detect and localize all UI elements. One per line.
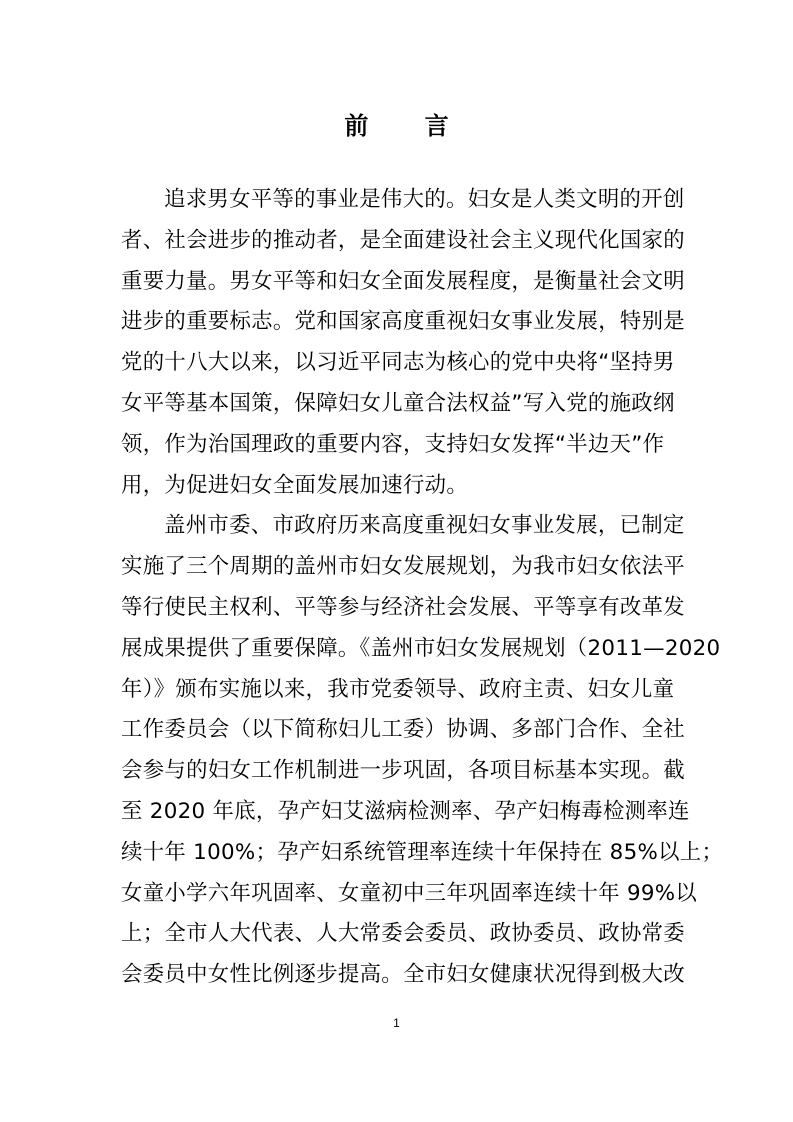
- text-line: 女平等基本国策，保障妇女儿童合法权益”写入党的施政纲: [121, 390, 675, 416]
- text-line: 会委员中女性比例逐步提高。全市妇女健康状况得到极大改: [121, 962, 685, 988]
- text-line: 用，为促进妇女全面发展加速行动。: [121, 472, 469, 498]
- text-line: 会参与的妇女工作机制进一步巩固，各项目标基本实现。截: [121, 758, 685, 784]
- text-line: 工作委员会（以下简称妇儿工委）协调、多部门合作、全社: [121, 717, 685, 743]
- body-text: [121, 180, 724, 996]
- text-line: 党的十八大以来，以习近平同志为核心的党中央将“坚持男: [121, 350, 675, 376]
- text-line: 进步的重要标志。党和国家高度重视妇女事业发展，特别是: [121, 309, 685, 335]
- text-line: 等行使民主权利、平等参与经济社会发展、平等享有改革发: [121, 594, 685, 620]
- text-line: 者、社会进步的推动者，是全面建设社会主义现代化国家的: [121, 227, 685, 253]
- text-line: 实施了三个周期的盖州市妇女发展规划，为我市妇女依法平: [121, 554, 685, 580]
- text-line: 上；全市人大代表、人大常委会委员、政协委员、政协常委: [121, 921, 685, 947]
- text-line: 展成果提供了重要保障。《盖州市妇女发展规划（2011—2020: [121, 635, 721, 661]
- text-line: 重要力量。男女平等和妇女全面发展程度，是衡量社会文明: [121, 268, 685, 294]
- text-line: 女童小学六年巩固率、女童初中三年巩固率连续十年 99%以: [121, 880, 698, 906]
- text-line: 至 2020 年底，孕产妇艾滋病检测率、孕产妇梅毒检测率连: [121, 798, 690, 824]
- text-line: 年）》颁布实施以来，我市党委领导、政府主责、妇女儿童: [121, 676, 675, 702]
- text-line: 领，作为治国理政的重要内容，支持妇女发挥“半边天”作: [121, 431, 665, 457]
- text-line: 续十年 100%；孕产妇系统管理率连续十年保持在 85%以上；: [121, 839, 724, 865]
- text-line: 追求男女平等的事业是伟大的。妇女是人类文明的开创: [164, 187, 685, 212]
- text-line: 盖州市委、市政府历来高度重视妇女事业发展，已制定: [164, 513, 685, 539]
- page-title: 前 言: [344, 112, 473, 140]
- page-number: 1: [393, 1016, 400, 1030]
